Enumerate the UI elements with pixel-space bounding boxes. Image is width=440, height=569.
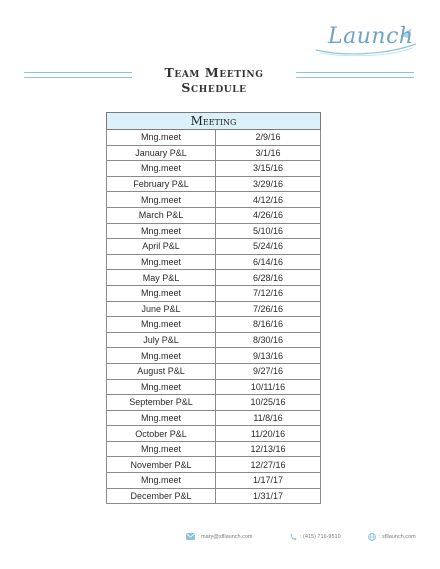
- table-row: [107, 239, 321, 255]
- meeting-date-cell: 7/12/16: [216, 285, 321, 301]
- footer-website: [368, 533, 416, 541]
- meeting-date-cell: 1/17/17: [216, 473, 321, 489]
- table-row: [107, 457, 321, 473]
- table-row: [107, 145, 321, 161]
- meeting-label-cell: September P&L: [107, 395, 216, 411]
- meeting-label-cell: July P&L: [107, 332, 216, 348]
- meeting-date-cell: 12/27/16: [216, 457, 321, 473]
- page-title: Team Meeting Schedule: [164, 65, 264, 95]
- footer-email: [186, 533, 253, 540]
- meeting-date-cell: 9/13/16: [216, 348, 321, 364]
- meeting-date-cell: 11/8/16: [216, 410, 321, 426]
- meeting-date-cell: 8/30/16: [216, 332, 321, 348]
- table-row: [107, 473, 321, 489]
- meeting-date-cell: 6/28/16: [216, 270, 321, 286]
- table-row: [107, 317, 321, 333]
- meeting-date-cell: 3/1/16: [216, 145, 321, 161]
- meeting-label-cell: June P&L: [107, 301, 216, 317]
- table-header-row: [107, 113, 321, 130]
- meeting-label-cell: Mng.meet: [107, 192, 216, 208]
- table-row: [107, 332, 321, 348]
- meeting-label-cell: May P&L: [107, 270, 216, 286]
- meeting-date-cell: 4/12/16: [216, 192, 321, 208]
- meeting-label-cell: Mng.meet: [107, 348, 216, 364]
- meeting-label-cell: January P&L: [107, 145, 216, 161]
- envelope-icon: [186, 533, 195, 540]
- table-row: [107, 130, 321, 146]
- table-row: [107, 348, 321, 364]
- table-row: [107, 395, 321, 411]
- table-row: [107, 488, 321, 504]
- table-row: [107, 363, 321, 379]
- meeting-label-cell: Mng.meet: [107, 473, 216, 489]
- phone-icon: [290, 533, 297, 541]
- table-row: [107, 441, 321, 457]
- meeting-date-cell: 1/31/17: [216, 488, 321, 504]
- meeting-date-cell: 10/25/16: [216, 395, 321, 411]
- meeting-date-cell: 6/14/16: [216, 254, 321, 270]
- meeting-label-cell: April P&L: [107, 239, 216, 255]
- table-row: [107, 426, 321, 442]
- meeting-label-cell: Mng.meet: [107, 254, 216, 270]
- table-row: [107, 223, 321, 239]
- meeting-date-cell: 10/11/16: [216, 379, 321, 395]
- meeting-label-cell: March P&L: [107, 207, 216, 223]
- footer-website-text: : sfllaunch.com: [379, 534, 416, 540]
- meeting-label-cell: Mng.meet: [107, 441, 216, 457]
- table-row: [107, 410, 321, 426]
- meeting-date-cell: 12/13/16: [216, 441, 321, 457]
- table-body: [107, 130, 321, 504]
- meeting-date-cell: 7/26/16: [216, 301, 321, 317]
- table-row: [107, 301, 321, 317]
- meeting-date-cell: 3/15/16: [216, 161, 321, 177]
- meeting-date-cell: 8/16/16: [216, 317, 321, 333]
- meeting-date-cell: 9/27/16: [216, 363, 321, 379]
- meeting-date-cell: 4/26/16: [216, 207, 321, 223]
- meeting-label-cell: August P&L: [107, 363, 216, 379]
- meeting-label-cell: Mng.meet: [107, 130, 216, 146]
- meeting-label-cell: February P&L: [107, 176, 216, 192]
- meeting-date-cell: 5/24/16: [216, 239, 321, 255]
- meeting-label-cell: Mng.meet: [107, 410, 216, 426]
- meeting-label-cell: November P&L: [107, 457, 216, 473]
- meeting-label-cell: October P&L: [107, 426, 216, 442]
- table-row: [107, 254, 321, 270]
- table-row: [107, 285, 321, 301]
- meeting-date-cell: 11/20/16: [216, 426, 321, 442]
- table-row: [107, 207, 321, 223]
- meeting-label-cell: Mng.meet: [107, 285, 216, 301]
- meeting-label-cell: December P&L: [107, 488, 216, 504]
- table-row: [107, 379, 321, 395]
- table-row: [107, 176, 321, 192]
- logo-text: Launch: [328, 24, 414, 49]
- table-row: [107, 161, 321, 177]
- table-row: [107, 270, 321, 286]
- footer: [0, 533, 440, 545]
- title-rule-right: [296, 72, 414, 78]
- table-header: Meeting: [107, 113, 321, 130]
- table-row: [107, 192, 321, 208]
- meeting-schedule-table: [106, 112, 321, 504]
- meeting-label-cell: Mng.meet: [107, 379, 216, 395]
- meeting-label-cell: Mng.meet: [107, 223, 216, 239]
- meeting-label-cell: Mng.meet: [107, 161, 216, 177]
- meeting-date-cell: 5/10/16: [216, 223, 321, 239]
- footer-phone-text: : (415) 716-9510: [300, 534, 341, 540]
- title-rule-left: [24, 72, 132, 78]
- meeting-date-cell: 2/9/16: [216, 130, 321, 146]
- meeting-date-cell: 3/29/16: [216, 176, 321, 192]
- globe-icon: [368, 533, 376, 541]
- footer-phone: [290, 533, 341, 541]
- brand-logo: [312, 22, 422, 58]
- title-row: [0, 64, 440, 95]
- footer-email-text: : mary@sfllaunch.com: [198, 533, 253, 540]
- meeting-label-cell: Mng.meet: [107, 317, 216, 333]
